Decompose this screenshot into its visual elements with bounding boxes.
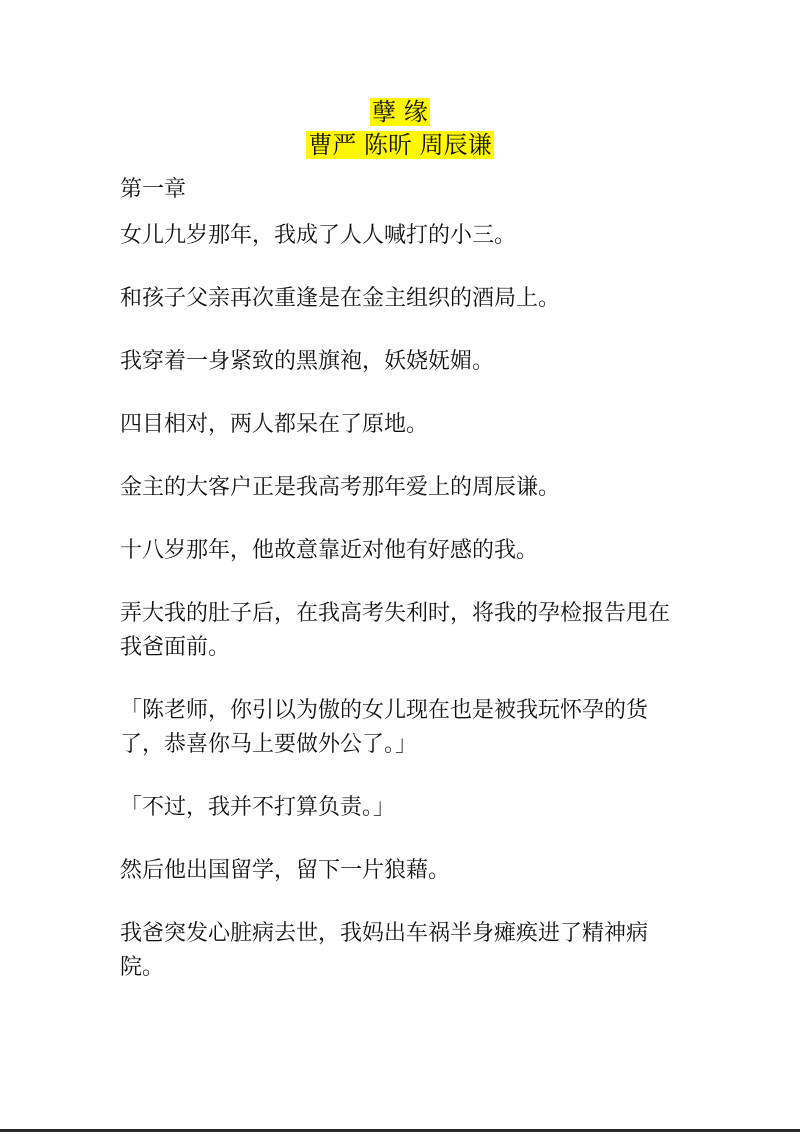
paragraph: 四目相对，两人都呆在了原地。 [120,412,429,437]
paragraph: 弄大我的肚子后，在我高考失利时，将我的孕检报告甩在我爸面前。 [120,601,671,660]
chapter-heading: 第一章 [120,177,187,202]
paragraph: 金主的大客户正是我高考那年爱上的周辰谦。 [120,475,561,500]
title-line [0,96,800,129]
title-block [0,96,800,162]
paragraph: 女儿九岁那年，我成了人人喊打的小三。 [120,223,517,248]
character-names: 曹严 陈昕 周辰谦 [308,131,492,159]
paragraph: 和孩子父亲再次重逢是在金主组织的酒局上。 [120,286,561,311]
book-title: 孽 缘 [372,98,428,126]
subtitle-line [0,129,800,162]
paragraph: 我爸突发心脏病去世，我妈出车祸半身瘫痪进了精神病院。 [120,921,649,980]
paragraph: 然后他出国留学，留下一片狼藉。 [120,858,451,883]
paragraph: 「不过，我并不打算负责。」 [120,795,396,820]
paragraph: 「陈老师，你引以为傲的女儿现在也是被我玩怀孕的货了，恭喜你马上要做外公了。」 [120,698,649,757]
paragraph: 我穿着一身紧致的黑旗袍，妖娆妩媚。 [120,349,495,374]
paragraph: 十八岁那年，他故意靠近对他有好感的我。 [120,538,539,563]
chapter-content [120,175,690,1014]
